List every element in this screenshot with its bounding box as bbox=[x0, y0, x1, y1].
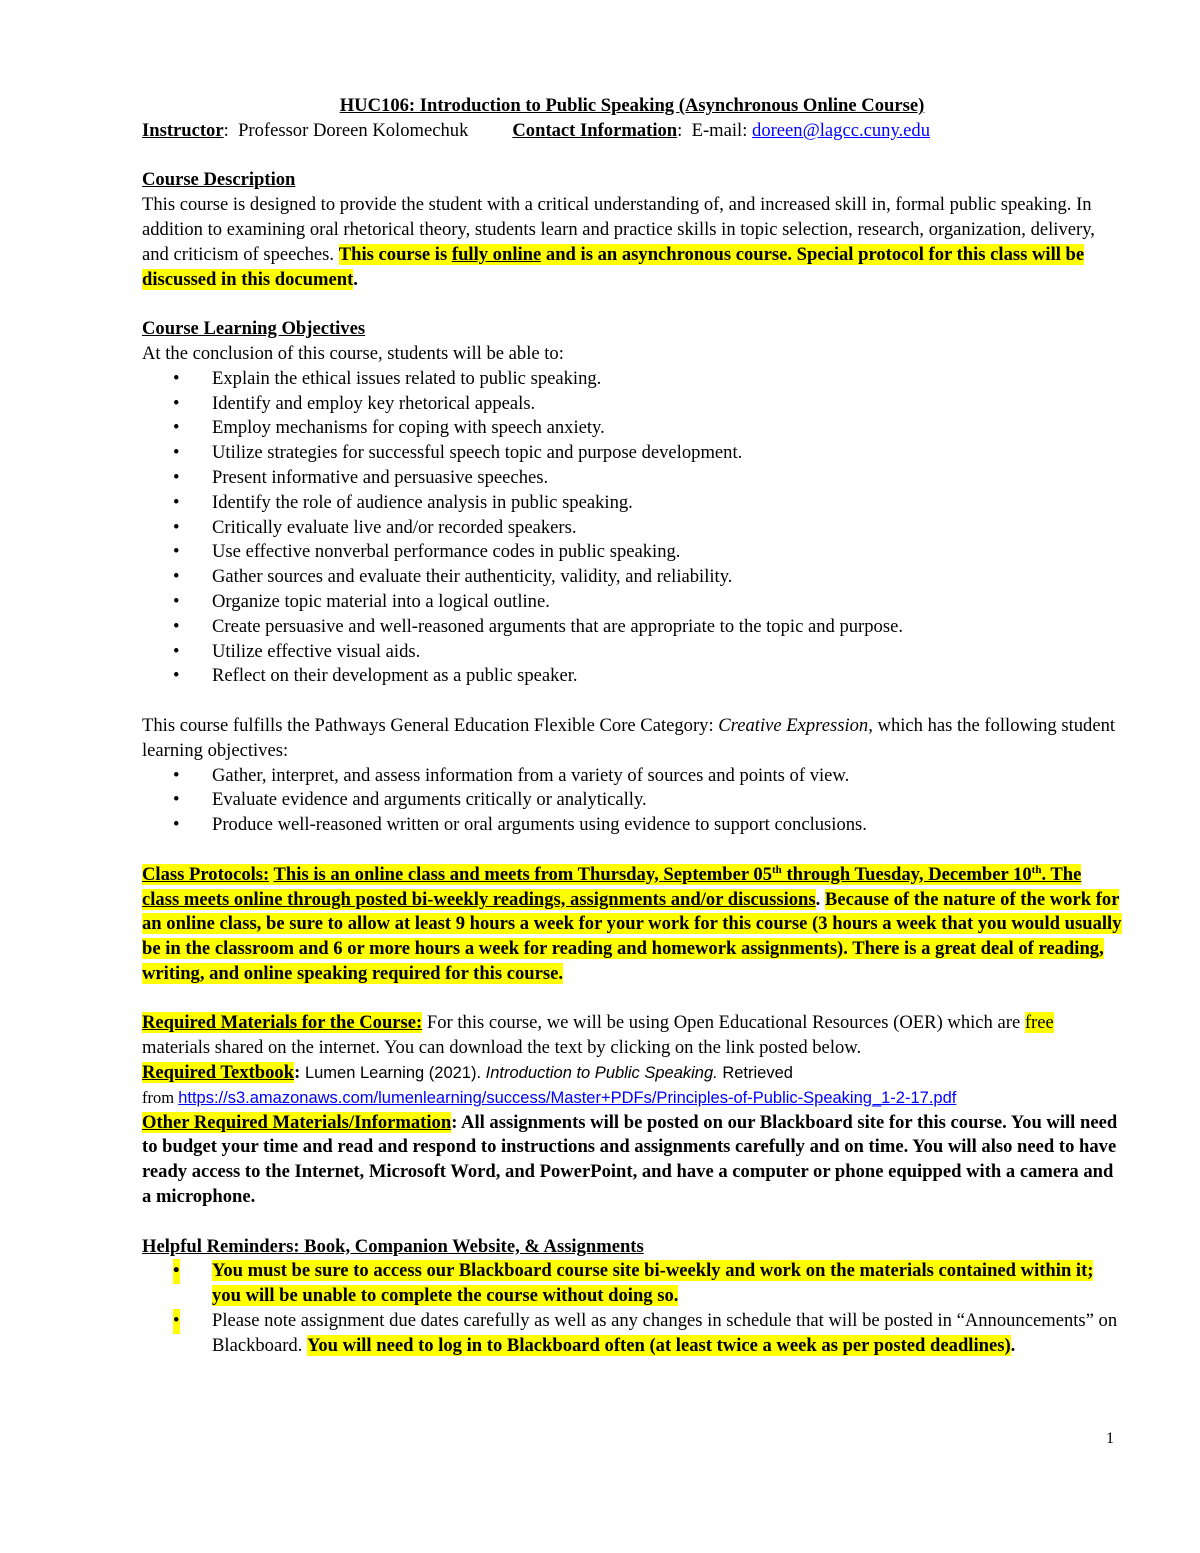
required-textbook-label: Required Textbook bbox=[142, 1062, 295, 1084]
bullet-icon: • bbox=[173, 764, 180, 786]
bullet-icon: • bbox=[173, 1309, 180, 1334]
list-item: • Organize topic material into a logical outline. bbox=[142, 590, 1122, 615]
bullet-icon: • bbox=[173, 814, 180, 836]
contact-label: Contact Information bbox=[512, 119, 678, 141]
bullet-icon: • bbox=[173, 417, 180, 439]
other-materials-label: Other Required Materials/Information bbox=[142, 1111, 452, 1133]
bullet-icon: • bbox=[173, 1259, 180, 1284]
pathways-list bbox=[142, 764, 1122, 838]
course-title-text: HUC106: Introduction to Public Speaking (Asynchronous Online Course) bbox=[339, 95, 925, 116]
other-materials: Other Required Materials/Information: All assignments will be posted on our Blackboard site for this course. You will need to budget your time and read and respond to instructions and assignments carefully and on time. You will also need to have ready access to the Internet, Microsoft Word, and PowerPoint, and have a computer or phone equipped with a camera and a microphone. bbox=[142, 1111, 1118, 1208]
course-description-heading: Course Description bbox=[142, 169, 296, 191]
list-item: • Employ mechanisms for coping with speech anxiety. bbox=[142, 416, 1122, 441]
list-item: • Please note assignment due dates carefully as well as any changes in schedule that will be posted in “Announcements” on Blackboard. You will need to log in to Blackboard often (at least twice a week as per posted deadlines). bbox=[173, 1310, 1118, 1356]
pathways-text: This course fulfills the Pathways General Education Flexible Core Category: Creative Expression, which has the following student learning objectives: bbox=[142, 714, 1116, 761]
instructor-line: Instructor: Professor Doreen Kolomechuk Contact Information: E-mail: doreen@lagcc.cuny.edu bbox=[142, 119, 931, 141]
online-notice-1: This course is bbox=[338, 243, 448, 265]
class-protocols: Class Protocols: This is an online class and meets from Thursday, September 05th through Tuesday, December 10th. The class meets online through posted bi-weekly readings, assignments and/or discussions. Because of the nature of the work for an online class, be sure to allow at least 9 hours a week for your work for this course (3 hours a week that you would usually be in the classroom and 6 or more hours a week for reading and homework assignments). There is a great deal of reading, writing, and online speaking required for this course. bbox=[142, 863, 1122, 984]
list-item: • Identify and employ key rhetorical appeals. bbox=[142, 392, 1122, 417]
instructor-label: Instructor bbox=[142, 119, 224, 141]
email-label: E-mail: bbox=[691, 119, 748, 141]
bullet-icon: • bbox=[173, 516, 180, 538]
online-notice-2: fully online bbox=[451, 243, 542, 265]
bullet-icon: • bbox=[173, 466, 180, 488]
list-item: • Use effective nonverbal performance codes in public speaking. bbox=[142, 540, 1122, 565]
bullet-icon: • bbox=[173, 442, 180, 464]
course-title bbox=[142, 94, 1122, 119]
list-item: • Create persuasive and well-reasoned arguments that are appropriate to the topic and purpose. bbox=[142, 615, 1122, 640]
objectives-intro: At the conclusion of this course, students will be able to: bbox=[142, 342, 564, 364]
required-materials: Required Materials for the Course: For this course, we will be using Open Educational Resources (OER) which are free materials shared on the internet. You can download the text by clicking on the link posted below. bbox=[142, 1012, 1054, 1059]
list-item: • Reflect on their development as a public speaker. bbox=[142, 664, 1122, 689]
textbook-link[interactable]: https://s3.amazonaws.com/lumenlearning/success/Master+PDFs/Principles-of-Public-Speaking_1-2-17.pdf bbox=[178, 1088, 957, 1107]
list-item: • Utilize strategies for successful speech topic and purpose development. bbox=[142, 441, 1122, 466]
list-item: • Critically evaluate live and/or recorded speakers. bbox=[142, 516, 1122, 541]
bullet-icon: • bbox=[173, 640, 180, 662]
course-description-text: This course is designed to provide the student with a critical understanding of, and increased skill in, formal public speaking. In addition to examining oral rhetorical theory, students learn and practice skills in topic selection, research, organization, delivery, and criticism of speeches. This course is fully online and is an asynchronous course. Special protocol for this class will be discussed in this document. bbox=[142, 194, 1095, 290]
bullet-icon: • bbox=[173, 566, 180, 588]
list-item: • Produce well-reasoned written or oral arguments using evidence to support conclusions. bbox=[142, 813, 1122, 838]
list-item: • Gather sources and evaluate their authenticity, validity, and reliability. bbox=[142, 565, 1122, 590]
bullet-icon: • bbox=[173, 590, 180, 612]
free-highlight: free bbox=[1024, 1012, 1054, 1034]
bullet-icon: • bbox=[173, 491, 180, 513]
list-item: • Gather, interpret, and assess information from a variety of sources and points of view. bbox=[142, 764, 1122, 789]
required-materials-heading: Required Materials for the Course: bbox=[142, 1012, 423, 1034]
list-item: • Explain the ethical issues related to public speaking. bbox=[142, 367, 1122, 392]
list-item: • Evaluate evidence and arguments critically or analytically. bbox=[142, 788, 1122, 813]
document-page bbox=[142, 94, 1122, 1359]
course-description-body: This course is designed to provide the student with a critical understanding of, and increased skill in, formal public speaking. In addition to examining oral rhetorical theory, students learn and practice skills in topic selection, research, organization, delivery, and criticism of speeches. bbox=[142, 194, 1095, 265]
list-item: • Present informative and persuasive speeches. bbox=[142, 466, 1122, 491]
objectives-heading: Course Learning Objectives bbox=[142, 318, 366, 340]
bullet-icon: • bbox=[173, 665, 180, 687]
page-number: 1 bbox=[1106, 1430, 1114, 1447]
bullet-icon: • bbox=[173, 789, 180, 811]
instructor-name: Professor Doreen Kolomechuk bbox=[238, 119, 469, 141]
list-item: • Identify the role of audience analysis in public speaking. bbox=[142, 491, 1122, 516]
email-link[interactable]: doreen@lagcc.cuny.edu bbox=[752, 119, 931, 141]
reminders-list bbox=[142, 1259, 1122, 1358]
other-materials-text: All assignments will be posted on our Blackboard site for this course. You will need to budget your time and read and respond to instructions and assignments carefully and on time. You will also need to have ready access to the Internet, Microsoft Word, and PowerPoint, and have a computer or phone equipped with a camera and a microphone. bbox=[142, 1111, 1118, 1208]
bullet-icon: • bbox=[173, 615, 180, 637]
textbook-link-line: from https://s3.amazonaws.com/lumenlearning/success/Master+PDFs/Principles-of-Public-Speaking_1-2-17.pdf bbox=[142, 1087, 957, 1107]
bullet-icon: • bbox=[173, 392, 180, 414]
objectives-list bbox=[142, 367, 1122, 689]
online-notice-3: and is an asynchronous course. Special protocol for this class will be discussed in this document bbox=[142, 243, 1085, 290]
list-item: • You must be sure to access our Blackboard course site bi-weekly and work on the materials contained within it; you will be unable to complete the course without doing so. bbox=[173, 1260, 1094, 1307]
helpful-reminders-heading: Helpful Reminders: Book, Companion Website, & Assignments bbox=[142, 1235, 644, 1257]
required-textbook: Required Textbook: Lumen Learning (2021). Introduction to Public Speaking. Retrieved bbox=[142, 1062, 793, 1084]
class-protocols-heading: Class Protocols: bbox=[142, 863, 270, 885]
bullet-icon: • bbox=[173, 541, 180, 563]
class-protocols-body: Because of the nature of the work for an online class, be sure to allow at least 9 hours a week for your work for this course (3 hours a week that you would usually be in the classroom and 6 or more hours a week for reading and homework assignments). There is a great deal of reading, writing, and online speaking required for this course. bbox=[142, 888, 1122, 984]
pathways-category: Creative Expression, bbox=[718, 714, 873, 736]
list-item: • Utilize effective visual aids. bbox=[142, 640, 1122, 665]
bullet-icon: • bbox=[173, 367, 180, 389]
